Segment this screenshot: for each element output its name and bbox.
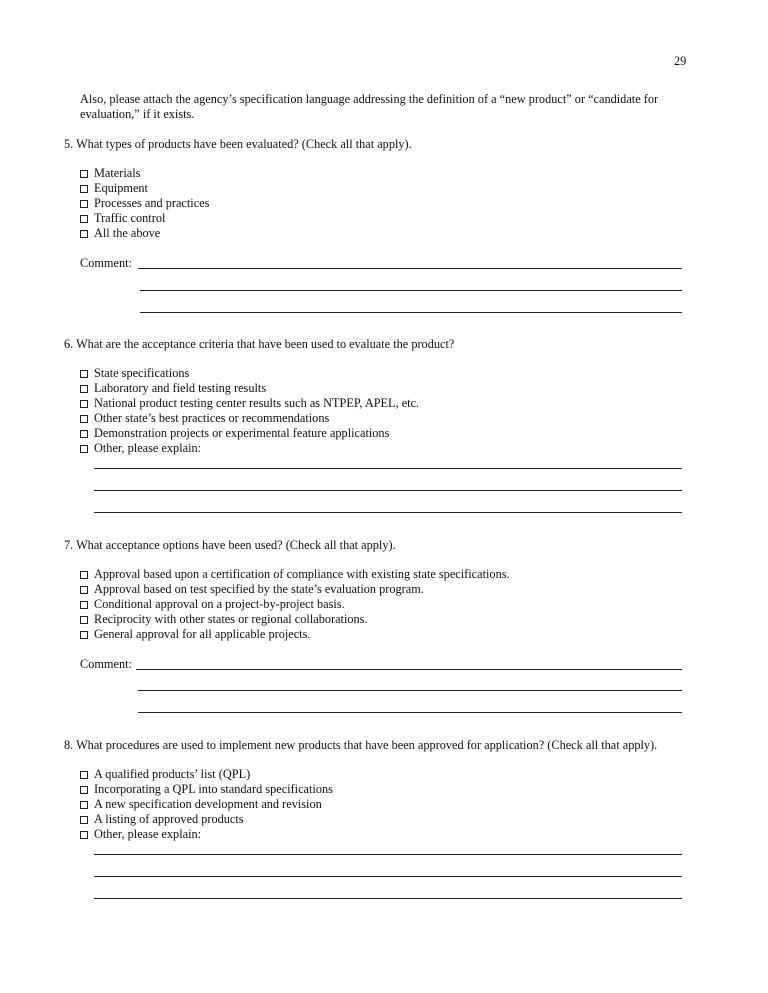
checkbox-icon[interactable] [80,831,88,839]
checkbox-icon[interactable] [80,215,88,223]
checkbox-option[interactable] [80,196,209,211]
explain-line[interactable] [94,468,682,469]
checkbox-icon[interactable] [80,786,88,794]
checkbox-icon[interactable] [80,571,88,579]
option-label: National product testing center results such as NTPEP, APEL, etc. [94,396,420,410]
checkbox-icon[interactable] [80,445,88,453]
checkbox-option[interactable] [80,612,510,627]
question-7-options [80,567,510,642]
checkbox-icon[interactable] [80,601,88,609]
option-label: Other, please explain: [94,827,202,841]
checkbox-option[interactable] [80,567,510,582]
checkbox-icon[interactable] [80,385,88,393]
question-6: 6. What are the acceptance criteria that have been used to evaluate the product? [64,337,455,351]
option-label: State specifications [94,366,190,380]
option-label: Approval based upon a certification of compliance with existing state specifications. [94,567,510,581]
option-label: Reciprocity with other states or regional collaborations. [94,612,368,626]
checkbox-icon[interactable] [80,200,88,208]
checkbox-option[interactable] [80,226,209,241]
comment-line[interactable] [138,268,682,269]
checkbox-option[interactable] [80,767,333,782]
checkbox-option[interactable] [80,627,510,642]
option-label: Conditional approval on a project-by-project basis. [94,597,345,611]
checkbox-icon[interactable] [80,430,88,438]
option-label: A new specification development and revision [94,797,322,811]
checkbox-option[interactable] [80,797,333,812]
question-7: 7. What acceptance options have been used? (Check all that apply). [64,538,396,552]
question-5-options [80,166,209,241]
checkbox-icon[interactable] [80,370,88,378]
question-5: 5. What types of products have been evaluated? (Check all that apply). [64,137,412,151]
checkbox-option[interactable] [80,827,333,842]
comment-label: Comment: [80,256,132,270]
checkbox-icon[interactable] [80,230,88,238]
comment-line[interactable] [140,312,682,313]
explain-line[interactable] [94,490,682,491]
checkbox-option[interactable] [80,782,333,797]
checkbox-option[interactable] [80,582,510,597]
checkbox-icon[interactable] [80,400,88,408]
checkbox-icon[interactable] [80,586,88,594]
option-label: Laboratory and field testing results [94,381,267,395]
question-8: 8. What procedures are used to implement new products that have been approved for application? (Check all that apply). [64,738,658,752]
checkbox-icon[interactable] [80,170,88,178]
checkbox-icon[interactable] [80,415,88,423]
checkbox-option[interactable] [80,812,333,827]
checkbox-option[interactable] [80,211,209,226]
explain-line[interactable] [94,876,682,877]
explain-line[interactable] [94,854,682,855]
checkbox-option[interactable] [80,396,419,411]
comment-line[interactable] [138,712,682,713]
checkbox-option[interactable] [80,441,419,456]
option-label: Approval based on test specified by the state’s evaluation program. [94,582,424,596]
option-label: Incorporating a QPL into standard specifications [94,782,333,796]
intro-paragraph: Also, please attach the agency’s specification language addressing the definition of a “new product” or “candidate for evaluation,” if it exists. [80,92,659,121]
checkbox-option[interactable] [80,426,419,441]
checkbox-option[interactable] [80,381,419,396]
explain-line[interactable] [94,898,682,899]
comment-line[interactable] [138,690,682,691]
comment-line[interactable] [136,669,682,670]
option-label: Other, please explain: [94,441,202,455]
option-label: A qualified products’ list (QPL) [94,767,251,781]
checkbox-icon[interactable] [80,185,88,193]
checkbox-icon[interactable] [80,801,88,809]
option-label: Materials [94,166,141,180]
checkbox-option[interactable] [80,411,419,426]
option-label: Traffic control [94,211,166,225]
checkbox-option[interactable] [80,166,209,181]
option-label: Equipment [94,181,148,195]
explain-line[interactable] [94,512,682,513]
option-label: All the above [94,226,161,240]
checkbox-icon[interactable] [80,631,88,639]
question-6-options [80,366,419,456]
option-label: A listing of approved products [94,812,244,826]
checkbox-option[interactable] [80,366,419,381]
option-label: Demonstration projects or experimental feature applications [94,426,390,440]
question-8-options [80,767,333,842]
checkbox-icon[interactable] [80,771,88,779]
option-label: Processes and practices [94,196,210,210]
comment-line[interactable] [140,290,682,291]
page-number: 29 [674,54,687,68]
option-label: Other state’s best practices or recommendations [94,411,330,425]
checkbox-option[interactable] [80,597,510,612]
checkbox-icon[interactable] [80,816,88,824]
checkbox-option[interactable] [80,181,209,196]
checkbox-icon[interactable] [80,616,88,624]
option-label: General approval for all applicable projects. [94,627,311,641]
comment-label: Comment: [80,657,132,671]
